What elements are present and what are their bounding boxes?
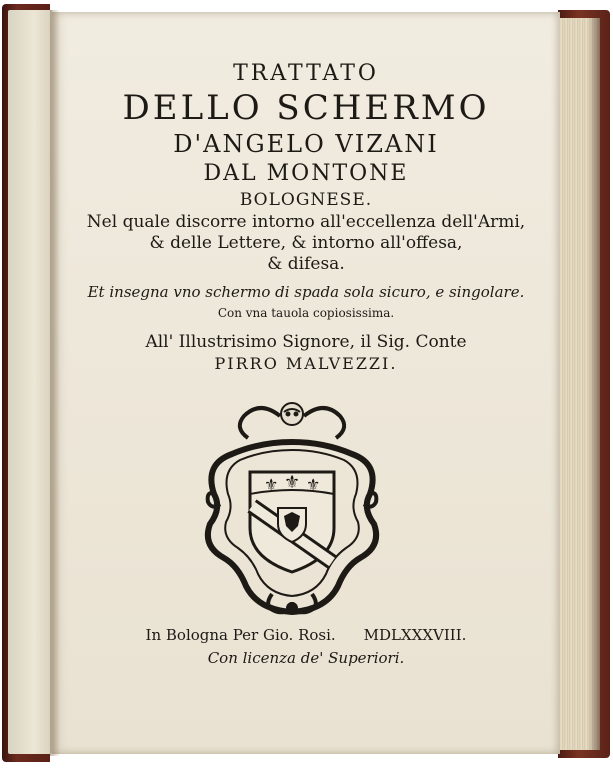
table-line: Con vna tauola copiosissima. bbox=[217, 306, 395, 320]
svg-text:⚜: ⚜ bbox=[264, 475, 279, 494]
subtitle-line-3: & difesa. bbox=[267, 254, 345, 274]
subtitle-line-1: Nel quale discorre intorno all'eccellenza dell'Armi, bbox=[86, 212, 526, 232]
svg-text:⚜: ⚜ bbox=[284, 472, 301, 493]
dedication-line: All' Illustrisimo Signore, il Sig. Conte bbox=[145, 332, 467, 352]
title-text-block bbox=[52, 60, 560, 375]
italic-line: Et insegna vno schermo di spada sola sicuro, e singolare. bbox=[87, 283, 525, 301]
title-page bbox=[52, 12, 560, 754]
title-line-2: DELLO SCHERMO bbox=[122, 88, 490, 128]
svg-text:⚜: ⚜ bbox=[306, 475, 321, 494]
origin-line-2: BOLOGNESE. bbox=[239, 190, 373, 210]
place-printer: In Bologna Per Gio. Rosi. bbox=[145, 626, 336, 644]
gutter-shadow bbox=[50, 10, 60, 756]
page-block-edges bbox=[558, 18, 600, 750]
imprint-year: MDLXXXVIII. bbox=[363, 626, 467, 644]
author-line: D'ANGELO VIZANI bbox=[173, 130, 439, 158]
coat-of-arms-icon bbox=[202, 394, 382, 620]
title-line-1: TRATTATO bbox=[233, 61, 379, 86]
origin-line: DAL MONTONE bbox=[203, 161, 409, 186]
imprint-line bbox=[52, 624, 560, 646]
left-pastedown bbox=[8, 10, 52, 754]
subtitle-line-2: & delle Lettere, & intorno all'offesa, bbox=[149, 233, 463, 253]
dedicatee-name: PIRRO MALVEZZI. bbox=[214, 354, 398, 373]
imprint-block bbox=[52, 624, 560, 670]
licence-line: Con licenza de' Superiori. bbox=[207, 649, 405, 667]
